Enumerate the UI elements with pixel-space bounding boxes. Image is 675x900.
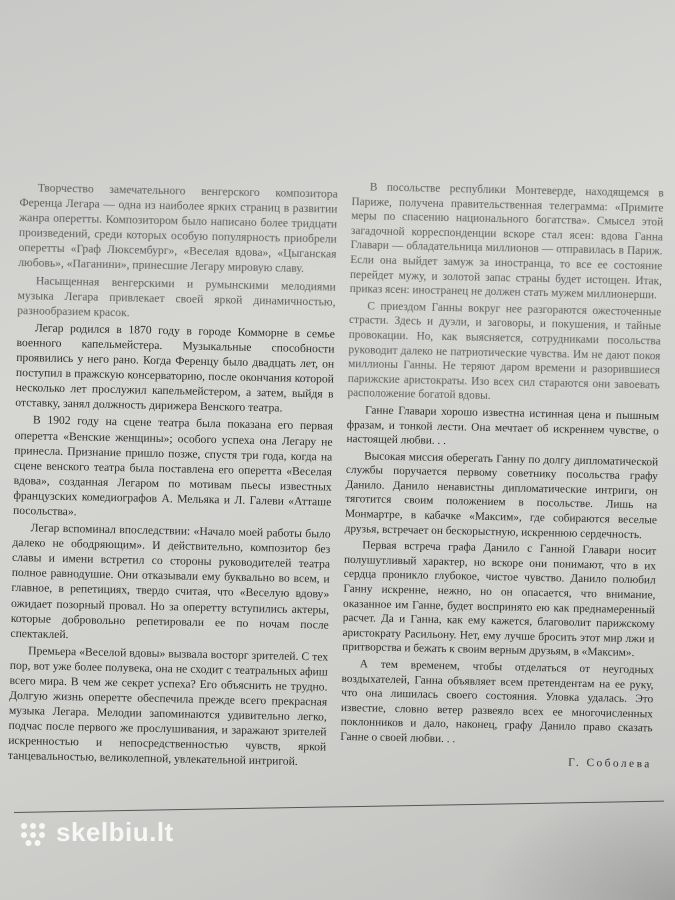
right-paragraph-5: Первая встреча графа Данило с Ганной Главари носит полушутливый характер, но вскоре они понимают, что в их сердца проникло глубокое, чистое чувство. Данило полюбил Ганну искренне, нежно, но он опасается, что внимание, оказанное им Ганне, будет воспринято ею как преднамеренный расчет. Да и Ганна, как ему кажется, благоволит парижскому аристократу Расильону. Нет, ему лучше бросить этот мир лжи и притворства и бежать к своим верным друзьям, в «Максим». [342,539,657,660]
right-paragraph-4: Высокая миссия оберегать Ганну по долгу дипломатической службы поручается первому советнику посольства графу Данило. Данило ненавистны дипломатические интриги, он тяготится своим положением в посольстве. Лишь на Монмартре, в кабачке «Максим», где собираются веселые друзья, встречает он бескорыстную, искреннюю сердечность. [344,450,659,541]
left-text-column [8,180,338,772]
right-text-column [340,180,664,774]
left-paragraph-4: В 1902 году на сцене театра была показана его первая оперетта «Венские женщины»; особого успеха она Легару не принесла. Признание пришло позже, спустя три года, когда на сцене венского театра была поставлена его оперетта «Веселая вдова», созданная Легаром по мотивам пьесы известных французских комедиографов А. Мельяка и Л. Галеви «Атташе посольства». [12,413,334,519]
page-shadow [475,780,675,900]
left-paragraph-6: Премьера «Веселой вдовы» вызвала восторг зрителей. С тех пор, вот уже более полувека, она не сходит с театральных афиш всего мира. В чем же секрет успеха? Его объяснить не трудно. Долгую жизнь оперетте обеспечила прежде всего прекрасная музыка Легара. Мелодии запоминаются удивительно легко, подчас после первого же прослушивания, и заражают зрителей искренностью и непосредственностью чувств, яркой танцевальностью, великолепной, увлекательной интригой. [7,644,329,769]
right-paragraph-2: С приездом Ганны вокруг нее разгораются ожесточенные страсти. Здесь и дуэли, и заговоры, и покушения, и тайные провокации. Но, как выясняется, сотрудниками посольства руководит далеко не патриотические чувства. Им не дают покоя миллионы Ганны. Не теряют даром времени и разорившиеся парижские аристократы. Изо всех сил стараются они завоевать расположение богатой вдовы. [347,300,662,403]
skelbiu-dots-icon [18,818,48,848]
left-paragraph-1: Творчество замечательного венгерского композитора Ференца Легара — одна из наиболее ярких страниц в развитии жанра оперетты. Композитором было написано более тридцати произведений, среди которых особую популярность приобрели оперетты «Граф Люксембург», «Веселая вдова», «Цыганская любовь», «Паганини», принесшие Легару мировую славу. [18,181,338,276]
author-signature: Г. Соболева [568,756,652,770]
right-paragraph-3: Ганне Главари хорошо известна истинная цена и пышным фразам, и тонкой лести. Она мечтает об искреннем чувстве, о настоящей любви. . . [346,404,660,448]
right-paragraph-1: В посольстве республики Монтеверде, находящемся в Париже, получена правительственная телеграмма: «Примите меры по спасению национального богатства». Смысел этой загадочной корреспонденции вскоре стал ясен: вдова Ганна Главари — обладательница миллионов — отправилась в Париж. Если она выйдет замуж за иностранца, то все ее состояние перейдет мужу, и золотой запас страны будет истощен. Итак, приказ ясен: иностранец не должен стать мужем миллионерши. [349,181,664,302]
left-paragraph-3: Легар родился в 1870 году в городе Комморне в семье военного капельмейстера. Музыкальные способности проявились у него рано. Когда Ференцу было двадцать лет, он поступил в пражскую консерваторию, после окончания которой несколько лет прослужил капельмейстером, а затем, выйдя в отставку, занял должность дирижера Венского театра. [15,321,335,415]
watermark-text: skelbiu.lt [56,817,174,847]
right-paragraph-6: А тем временем, чтобы отделаться от неугодных воздыхателей, Ганна объявляет всем претендентам на ее руку, что она лишилась своего состояния. Уловка удалась. Это известие, словно ветер развеяло всех ее многочисленных поклонников и дало, наконец, графу Данило право сказать Ганне о своей любви. . . [340,658,654,746]
skelbiu-watermark [18,817,174,848]
left-paragraph-2: Насыщенная венгерскими и румынскими мелодиями музыка Легара привлекает своей яркой динамичностью, разнообразием красок. [17,273,336,320]
left-paragraph-5: Легар вспоминал впоследствии: «Начало моей работы было далеко не ободряющим». И действительно, композитор без славы и имени встретил со стороны руководителей театра полное равнодушие. Они отказывали ему буквально во всем, и главное, в репетициях, твердо считая, что «Веселую вдову» ожидает позорный провал. Но за оперетту вступились актеры, которые добровольно репетировали ее по ночам после спектаклей. [10,521,331,641]
